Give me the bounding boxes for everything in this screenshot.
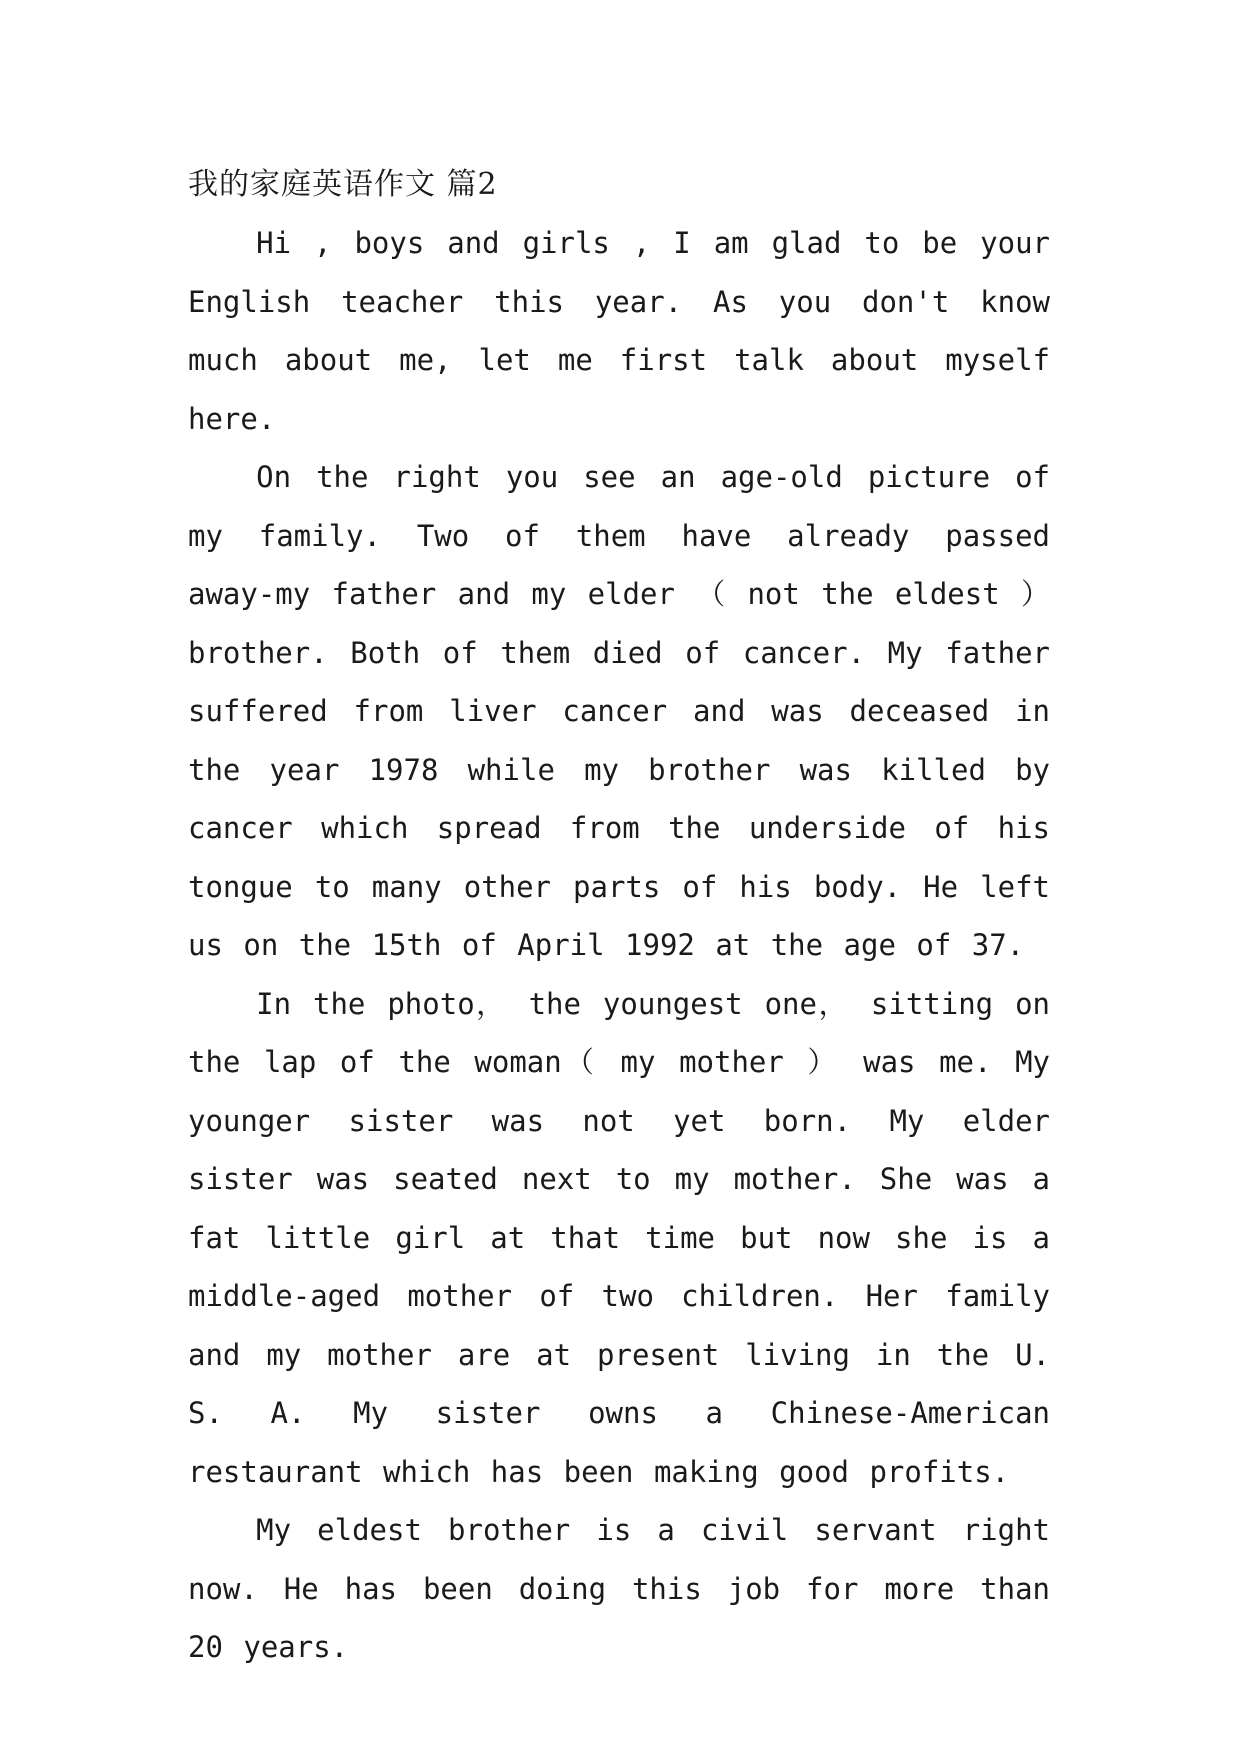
paragraph-family-picture: On the right you see an age-old picture of my family. Two of them have already passed away-my father and my elder （ not the eldest ） brother. Both of them died of cancer. My father suffered from liver cancer and was deceased in the year 1978 while my brother was killed by cancer which spread from the underside of his tongue to many other parts of his body. He left us on the 15th of April 1992 at the age of 37. xyxy=(188,460,1050,962)
document-body xyxy=(188,156,1050,1677)
paragraph-photo-description: In the photo， the youngest one， sitting on the lap of the woman（ my mother ） was me. My younger sister was not yet born. My elder sister was seated next to my mother. She was a fat little girl at that time but now she is a middle-aged mother of two children. Her family and my mother are at present living in the U. S. A. My sister owns a Chinese-American restaurant which has been making good profits. xyxy=(188,986,1050,1489)
paragraph-eldest-brother: My eldest brother is a civil servant right now. He has been doing this job for more than 20 years. xyxy=(188,1513,1050,1664)
essay-title: 我的家庭英语作文 篇2 xyxy=(188,167,498,202)
paragraph-greeting: Hi , boys and girls , I am glad to be your English teacher this year. As you don't know much about me, let me first talk about myself here. xyxy=(188,226,1050,436)
